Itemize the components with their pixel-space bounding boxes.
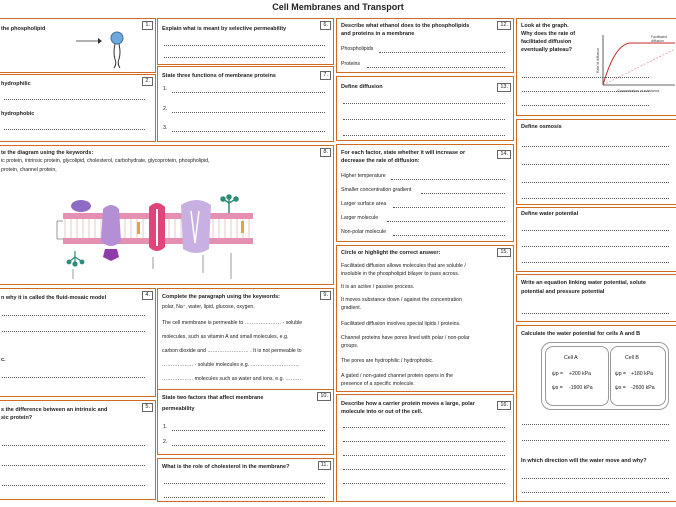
cell-b-name: Cell B [625, 355, 639, 361]
factor: Larger surface area [341, 201, 387, 207]
q6-box [157, 18, 334, 65]
peripheral-protein-top [71, 200, 91, 212]
statement[interactable]: gradient. [341, 305, 362, 311]
answer-line[interactable] [522, 440, 669, 441]
answer-line[interactable] [522, 478, 669, 479]
answer-line[interactable] [343, 441, 505, 442]
phospholipids-label: Phospholipids [341, 46, 374, 52]
statement[interactable]: A gated / non-gated channel protein opens in the [341, 373, 453, 379]
cell-a-name: Cell A [564, 355, 578, 361]
factor: Higher temperature [341, 173, 386, 179]
item-number: 3. [163, 125, 168, 131]
q9-box [157, 288, 334, 397]
answer-line[interactable] [393, 235, 505, 236]
statement[interactable]: It is an active / passive process. [341, 284, 415, 290]
answer-line[interactable] [172, 430, 325, 431]
answer-line[interactable] [343, 135, 505, 136]
statement[interactable]: insoluble in the phospholipid bilayer to pass across. [341, 271, 460, 277]
question-number: 5. [142, 403, 153, 412]
question-line-2: and proteins in a membrane [341, 31, 415, 37]
answer-line[interactable] [522, 262, 669, 263]
question-number: 6. [320, 21, 331, 30]
question-line-2: permeability [162, 406, 195, 412]
question-line-3: facilitated diffusion [521, 39, 572, 45]
question-line-1: s the difference between an intrinsic and [1, 407, 108, 413]
q10-box [157, 389, 334, 455]
q7-box [157, 66, 334, 142]
question-text: Complete the paragraph using the keywords: [162, 294, 280, 300]
paragraph-line: ……………… - soluble molecules e.g. ………………………, [162, 362, 299, 368]
question-line-1: For each factor, state whether it will increase or [341, 150, 466, 156]
question-line-1: State two factors that affect membrane [162, 395, 264, 401]
graph-y-label: Rate of diffusion [596, 47, 600, 73]
question-line-2: potential and pressure potential [521, 289, 605, 295]
paragraph-line: molecules, such as vitamin A and small molecules, e.g. [162, 334, 289, 340]
answer-line[interactable] [172, 131, 325, 132]
answer-line[interactable] [343, 455, 505, 456]
item-number: 1. [163, 424, 168, 430]
answer-line[interactable] [343, 469, 505, 470]
answer-line[interactable] [387, 221, 505, 222]
answer-line[interactable] [4, 129, 145, 130]
question-line-1: Write an equation linking water potential, solute [521, 280, 646, 286]
question-line-4: eventually plateau? [521, 47, 573, 53]
question-text: What is the role of cholesterol in the membrane? [162, 464, 290, 470]
intrinsic-protein [101, 205, 121, 246]
answer-line[interactable] [522, 146, 669, 147]
q13-box [336, 76, 514, 141]
diffusion-graph [589, 29, 676, 97]
q1-box [0, 18, 156, 73]
question-text: Circle or highlight the correct answer: [341, 250, 441, 256]
glycolipid-icon [67, 251, 84, 266]
graph-x-label: Concentration of substance [617, 89, 660, 93]
answer-line[interactable] [164, 45, 325, 46]
paragraph-line: ……………… molecules such as water and ions, e.g. ……… [162, 376, 301, 382]
hydrophilic-label: hydrophilic [1, 81, 31, 87]
answer-line[interactable] [172, 92, 325, 93]
cell-b-solute: -2600 kPa [631, 385, 655, 391]
factor: Non-polar molecule [341, 229, 386, 235]
statement[interactable]: Channel proteins have pores lined with polar / non-polar [341, 335, 470, 341]
answer-line[interactable] [522, 182, 669, 183]
question-number: 16. [497, 401, 511, 410]
osmosis-box [516, 119, 676, 205]
question-number: 10. [317, 392, 331, 401]
q16-box [336, 394, 514, 502]
question-line-1: Look at the graph. [521, 23, 569, 29]
question-number: 2. [142, 77, 153, 86]
question-number: 15. [497, 248, 511, 257]
question-text: Explain what is meant by selective permeability [162, 26, 287, 32]
question-number: 11. [318, 461, 331, 470]
answer-line[interactable] [421, 193, 505, 194]
psi-p-label: ψp = [552, 371, 564, 377]
answer-line[interactable] [2, 331, 145, 332]
psi-s-label: ψs = [615, 385, 626, 391]
answer-line[interactable] [2, 485, 145, 486]
answer-line[interactable] [172, 112, 325, 113]
keywords-line-2: protein, channel protein, [1, 167, 57, 173]
answer-line[interactable] [2, 445, 145, 446]
keywords-line-1: ic protein, intrinsic protein, glycolipid, cholesterol, carbohydrate, glycoprotein, phospholipid, [1, 158, 210, 164]
answer-line[interactable] [393, 207, 505, 208]
graph-legend-1: Facilitated [651, 35, 667, 39]
question-text: Define diffusion [341, 84, 383, 90]
question-line-2: decrease the rate of diffusion: [341, 158, 420, 164]
factor: Larger molecule [341, 215, 379, 221]
answer-line[interactable] [379, 52, 505, 53]
answer-line[interactable] [522, 492, 669, 493]
q4-box [0, 288, 156, 397]
question-number: 9. [320, 291, 331, 300]
question-text: Define osmosis [521, 124, 562, 130]
question-number: 8. [320, 148, 331, 157]
answer-line[interactable] [522, 164, 669, 165]
answer-line[interactable] [2, 377, 145, 378]
arrow-icon [76, 37, 102, 45]
factor: Smaller concentration gradient [341, 187, 412, 193]
statement[interactable]: Facilitated diffusion allows molecules that are soluble / [341, 263, 466, 269]
psi-p-label: ψp = [615, 371, 627, 377]
q14-box [336, 144, 514, 242]
cell-a-pressure: +200 kPa [569, 371, 592, 377]
answer-line[interactable] [522, 105, 649, 106]
question-number: 7. [320, 71, 331, 80]
answer-line[interactable] [522, 230, 669, 231]
q11-box [157, 458, 334, 502]
glycoprotein-icon [221, 195, 238, 213]
answer-line[interactable] [2, 465, 145, 466]
q12-box [336, 18, 514, 73]
paragraph-line: carbon dioxide and …………………… . It is not permeable to [162, 348, 302, 354]
question-number: 4. [142, 291, 153, 300]
direction-question: In which direction will the water move and why? [521, 458, 647, 464]
paragraph-line: The cell membrane is permeable to ………………… - soluble [162, 320, 303, 326]
question-line-1: Describe how a carrier protein moves a large, polar [341, 401, 475, 407]
answer-line[interactable] [164, 483, 325, 484]
answer-line[interactable] [164, 497, 325, 498]
question-number: 14. [497, 150, 511, 159]
carrier-protein [181, 200, 211, 253]
answer-line[interactable] [522, 424, 669, 425]
question-text: Define water potential [521, 211, 579, 217]
equation-box [516, 274, 676, 322]
answer-line[interactable] [367, 67, 505, 68]
statement[interactable]: presence of a specific molecule. [341, 381, 415, 387]
statement[interactable]: groups. [341, 343, 359, 349]
page-title: Cell Membranes and Transport [272, 2, 404, 12]
question-text: te the diagram using the keywords: [1, 150, 94, 156]
answer-line[interactable] [343, 483, 505, 484]
peripheral-protein-bottom [103, 249, 119, 261]
answer-line[interactable] [522, 246, 669, 247]
q5-box [0, 400, 156, 500]
answer-line[interactable] [522, 198, 669, 199]
answer-line[interactable] [522, 77, 649, 78]
hydrophobic-label: hydrophobic [1, 111, 35, 117]
answer-line[interactable] [172, 445, 325, 446]
q2-box [0, 74, 156, 142]
q3-box [0, 145, 334, 285]
answer-line[interactable] [164, 57, 325, 58]
item-number: 2. [163, 106, 168, 112]
statement[interactable]: It moves substance down / against the concentration [341, 297, 462, 303]
answer-line[interactable] [522, 91, 649, 92]
question-number: 12. [497, 21, 511, 30]
answer-line[interactable] [522, 313, 669, 314]
psi-s-label: ψs = [552, 385, 563, 391]
calc-box [516, 325, 676, 502]
answer-line[interactable] [2, 315, 145, 316]
question-line-2: molecule into or out of the cell. [341, 409, 423, 415]
answer-line[interactable] [391, 179, 505, 180]
answer-line[interactable] [343, 119, 505, 120]
graph-legend-2: diffusion [651, 39, 664, 43]
question-number: 1. [142, 21, 153, 30]
answer-line[interactable] [343, 427, 505, 428]
answer-line[interactable] [4, 99, 145, 100]
proteins-label: Proteins [341, 61, 361, 67]
question-fragment: c. [1, 357, 6, 363]
cell-b [610, 346, 666, 406]
question-line-1: Describe what ethanol does to the phospholipids [341, 23, 470, 29]
keywords: polar, Na⁺, water, lipid, glucose, oxygen, [162, 304, 255, 310]
phospholipid-icon [100, 29, 134, 69]
cell-a [545, 346, 609, 406]
item-number: 2. [163, 439, 168, 445]
question-text: the phospholipid [1, 26, 46, 32]
question-text: n why it is called the fluid-mosaic model [1, 295, 107, 301]
cell-a-solute: -1900 kPa [569, 385, 593, 391]
membrane-diagram [53, 191, 263, 281]
answer-line[interactable] [343, 103, 505, 104]
statement[interactable]: The pores are hydrophilic / hydrophobic. [341, 358, 434, 364]
question-number: 13. [497, 83, 511, 92]
question-text: Calculate the water potential for cells A and B [521, 331, 641, 337]
question-line-2: Why does the rate of [521, 31, 576, 37]
statement[interactable]: Facilitated diffusion involves special lipids / proteins. [341, 321, 461, 327]
q15-box [336, 245, 514, 392]
item-number: 1. [163, 86, 168, 92]
question-line-2: sic protein? [1, 415, 33, 421]
question-text: State three functions of membrane proteins [162, 73, 276, 79]
graph-box [516, 18, 676, 116]
cell-b-pressure: +180 kPa [631, 371, 654, 377]
water-potential-box [516, 207, 676, 272]
